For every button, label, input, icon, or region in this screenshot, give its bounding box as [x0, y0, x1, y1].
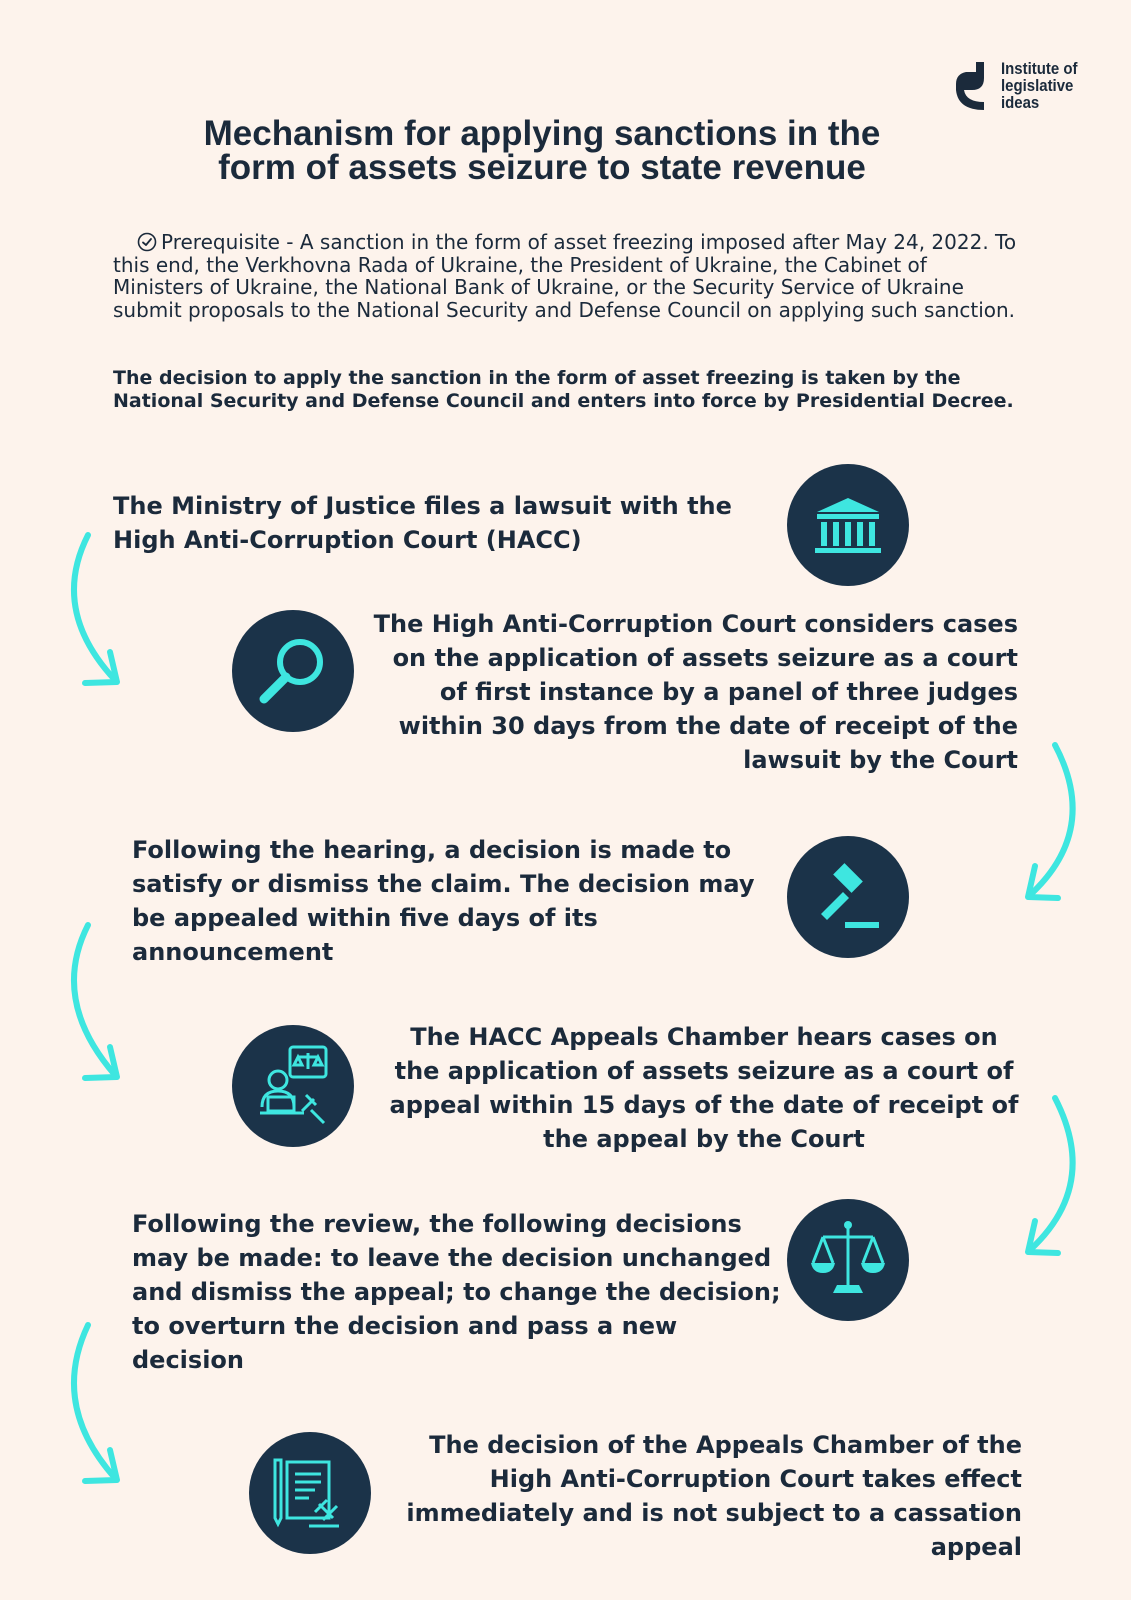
arrow-down-left-2: [74, 925, 117, 1078]
step-3-icon-circle: [787, 836, 909, 958]
step-5-text: Following the review, the following decisions may be made: to leave the decision unchanged and dismiss the appeal; to change the decision; to overturn the decision and pass a new decision: [132, 1210, 781, 1374]
magnifier-icon: [232, 610, 354, 732]
arrow-down-right-1: [1028, 745, 1073, 898]
step-4-text: The HACC Appeals Chamber hears cases on the application of assets seizure as a court of appeal within 15 days of the date of receipt of the appeal by the Court: [389, 1023, 1019, 1153]
logo-line-3: ideas: [1001, 93, 1040, 112]
arrow-down-left-3: [74, 1325, 117, 1481]
gavel-icon: [787, 836, 909, 958]
decision-note: The decision to apply the sanction in the form of asset freezing is taken by the National Security and Defense Council and enters into force by Presidential Decree.: [113, 367, 1014, 412]
arrow-down-left-1: [74, 535, 117, 683]
courthouse-icon: [787, 464, 909, 586]
step-5-icon-circle: [787, 1199, 909, 1321]
title-line-2: form of assets seizure to state revenue: [218, 148, 866, 187]
step-4-icon-circle: [232, 1025, 354, 1147]
logo-line-2: legislative: [1001, 76, 1074, 95]
document-gavel-icon: [249, 1432, 371, 1554]
step-1-text: The Ministry of Justice files a lawsuit with the High Anti-Corruption Court (HACC): [113, 492, 732, 554]
step-2-icon-circle: [232, 610, 354, 732]
logo-line-1: Institute of: [1001, 59, 1078, 78]
prerequisite-text: Prerequisite - A sanction in the form of asset freezing imposed after May 24, 2022. To this end, the Verkhovna Rada of Ukraine, the President of Ukraine, the Cabinet of Ministers of Ukraine, the National Bank of Ukraine, or the Security Service of Ukraine submit proposals to the National Security and Defense Council on applying such sanction.: [113, 230, 1017, 322]
scales-icon: [787, 1199, 909, 1321]
step-3-text: Following the hearing, a decision is made to satisfy or dismiss the claim. The decision may be appealed within five days of its announcement: [132, 836, 755, 966]
arrow-down-right-2: [1028, 1098, 1073, 1253]
step-2-text: The High Anti-Corruption Court considers cases on the application of assets seizure as a court of first instance by a panel of three judges within 30 days from the date of receipt of the lawsuit by the Court: [373, 610, 1018, 774]
step-6-icon-circle: [249, 1432, 371, 1554]
step-1-icon-circle: [787, 464, 909, 586]
title-line-1: Mechanism for applying sanctions in the: [203, 114, 881, 153]
step-6-text: The decision of the Appeals Chamber of the High Anti-Corruption Court takes effect immediately and is not subject to a cassation appeal: [406, 1431, 1022, 1561]
online-judge-icon: [232, 1025, 354, 1147]
